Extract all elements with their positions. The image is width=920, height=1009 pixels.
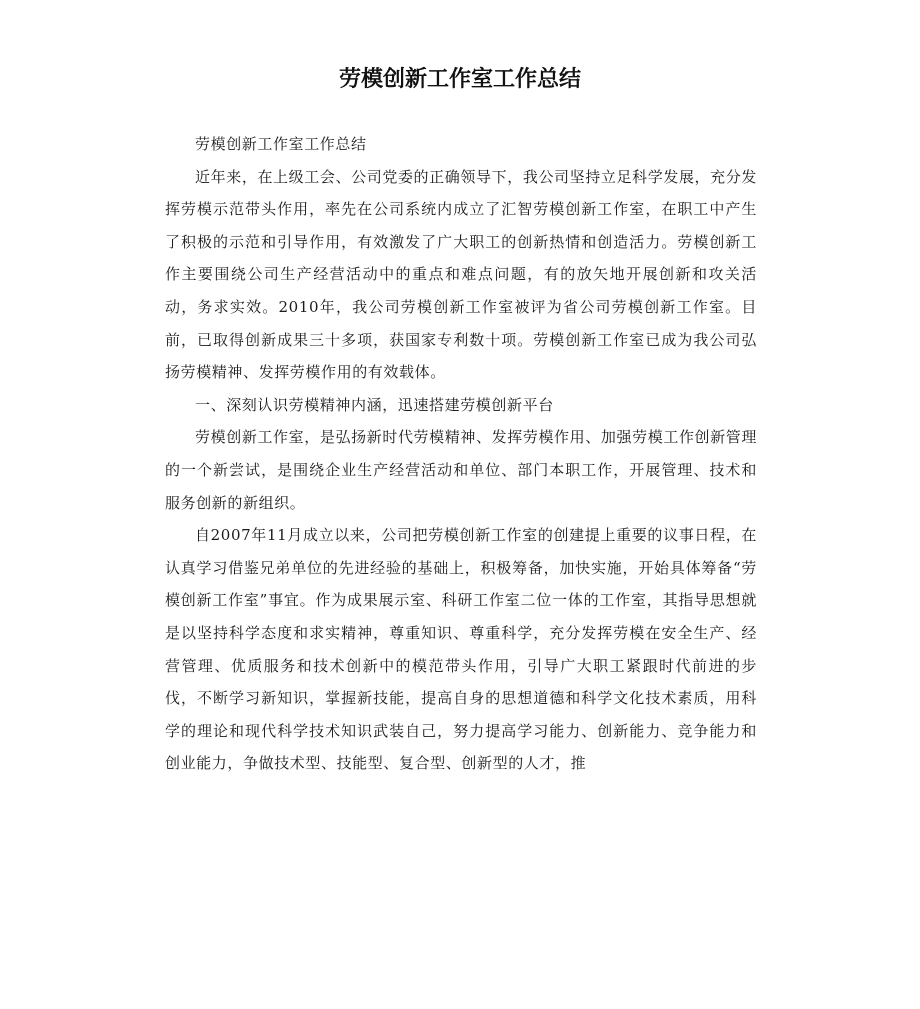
paragraph-history: 自2007年11月成立以来，公司把劳模创新工作室的创建提上重要的议事日程，在认真学习借鉴兄弟单位的先进经验的基础上，积极筹备，加快实施，开始具体筹备“劳模创新工作室”事宜。作为成果展示室、科研工作室二位一体的工作室，其指导思想就是以坚持科学态度和求实精神，尊重知识、尊重科学，充分发挥劳模在安全生产、经营管理、优质服务和技术创新中的模范带头作用，引导广大职工紧跟时代前进的步伐，不断学习新知识，掌握新技能，提高自身的思想道德和科学文化技术素质，用科学的理论和现代科学技术知识武装自己，努力提高学习能力、创新能力、竞争能力和创业能力，争做技术型、技能型、复合型、创新型的人才，推	[165, 526, 757, 773]
document-body	[165, 128, 757, 780]
document-title: 劳模创新工作室工作总结	[338, 67, 581, 92]
paragraph-intro: 近年来，在上级工会、公司党委的正确领导下，我公司坚持立足科学发展，充分发挥劳模示范带头作用，率先在公司系统内成立了汇智劳模创新工作室，在职工中产生了积极的示范和引导作用，有效激发了广大职工的创新热情和创造活力。劳模创新工作主要围绕公司生产经营活动中的重点和难点问题，有的放矢地开展创新和攻关活动，务求实效。2010年，我公司劳模创新工作室被评为省公司劳模创新工作室。目前，已取得创新成果三十多项，获国家专利数十项。劳模创新工作室已成为我公司弘扬劳模精神、发挥劳模作用的有效载体。	[165, 167, 757, 382]
paragraph-definition: 劳模创新工作室，是弘扬新时代劳模精神、发挥劳模作用、加强劳模工作创新管理的一个新尝试，是围绕企业生产经营活动和单位、部门本职工作，开展管理、技术和服务创新的新组织。	[165, 428, 757, 512]
section-heading-1: 一、深刻认识劳模精神内涵，迅速搭建劳模创新平台	[195, 395, 554, 414]
paragraph-subtitle: 劳模创新工作室工作总结	[195, 135, 367, 153]
